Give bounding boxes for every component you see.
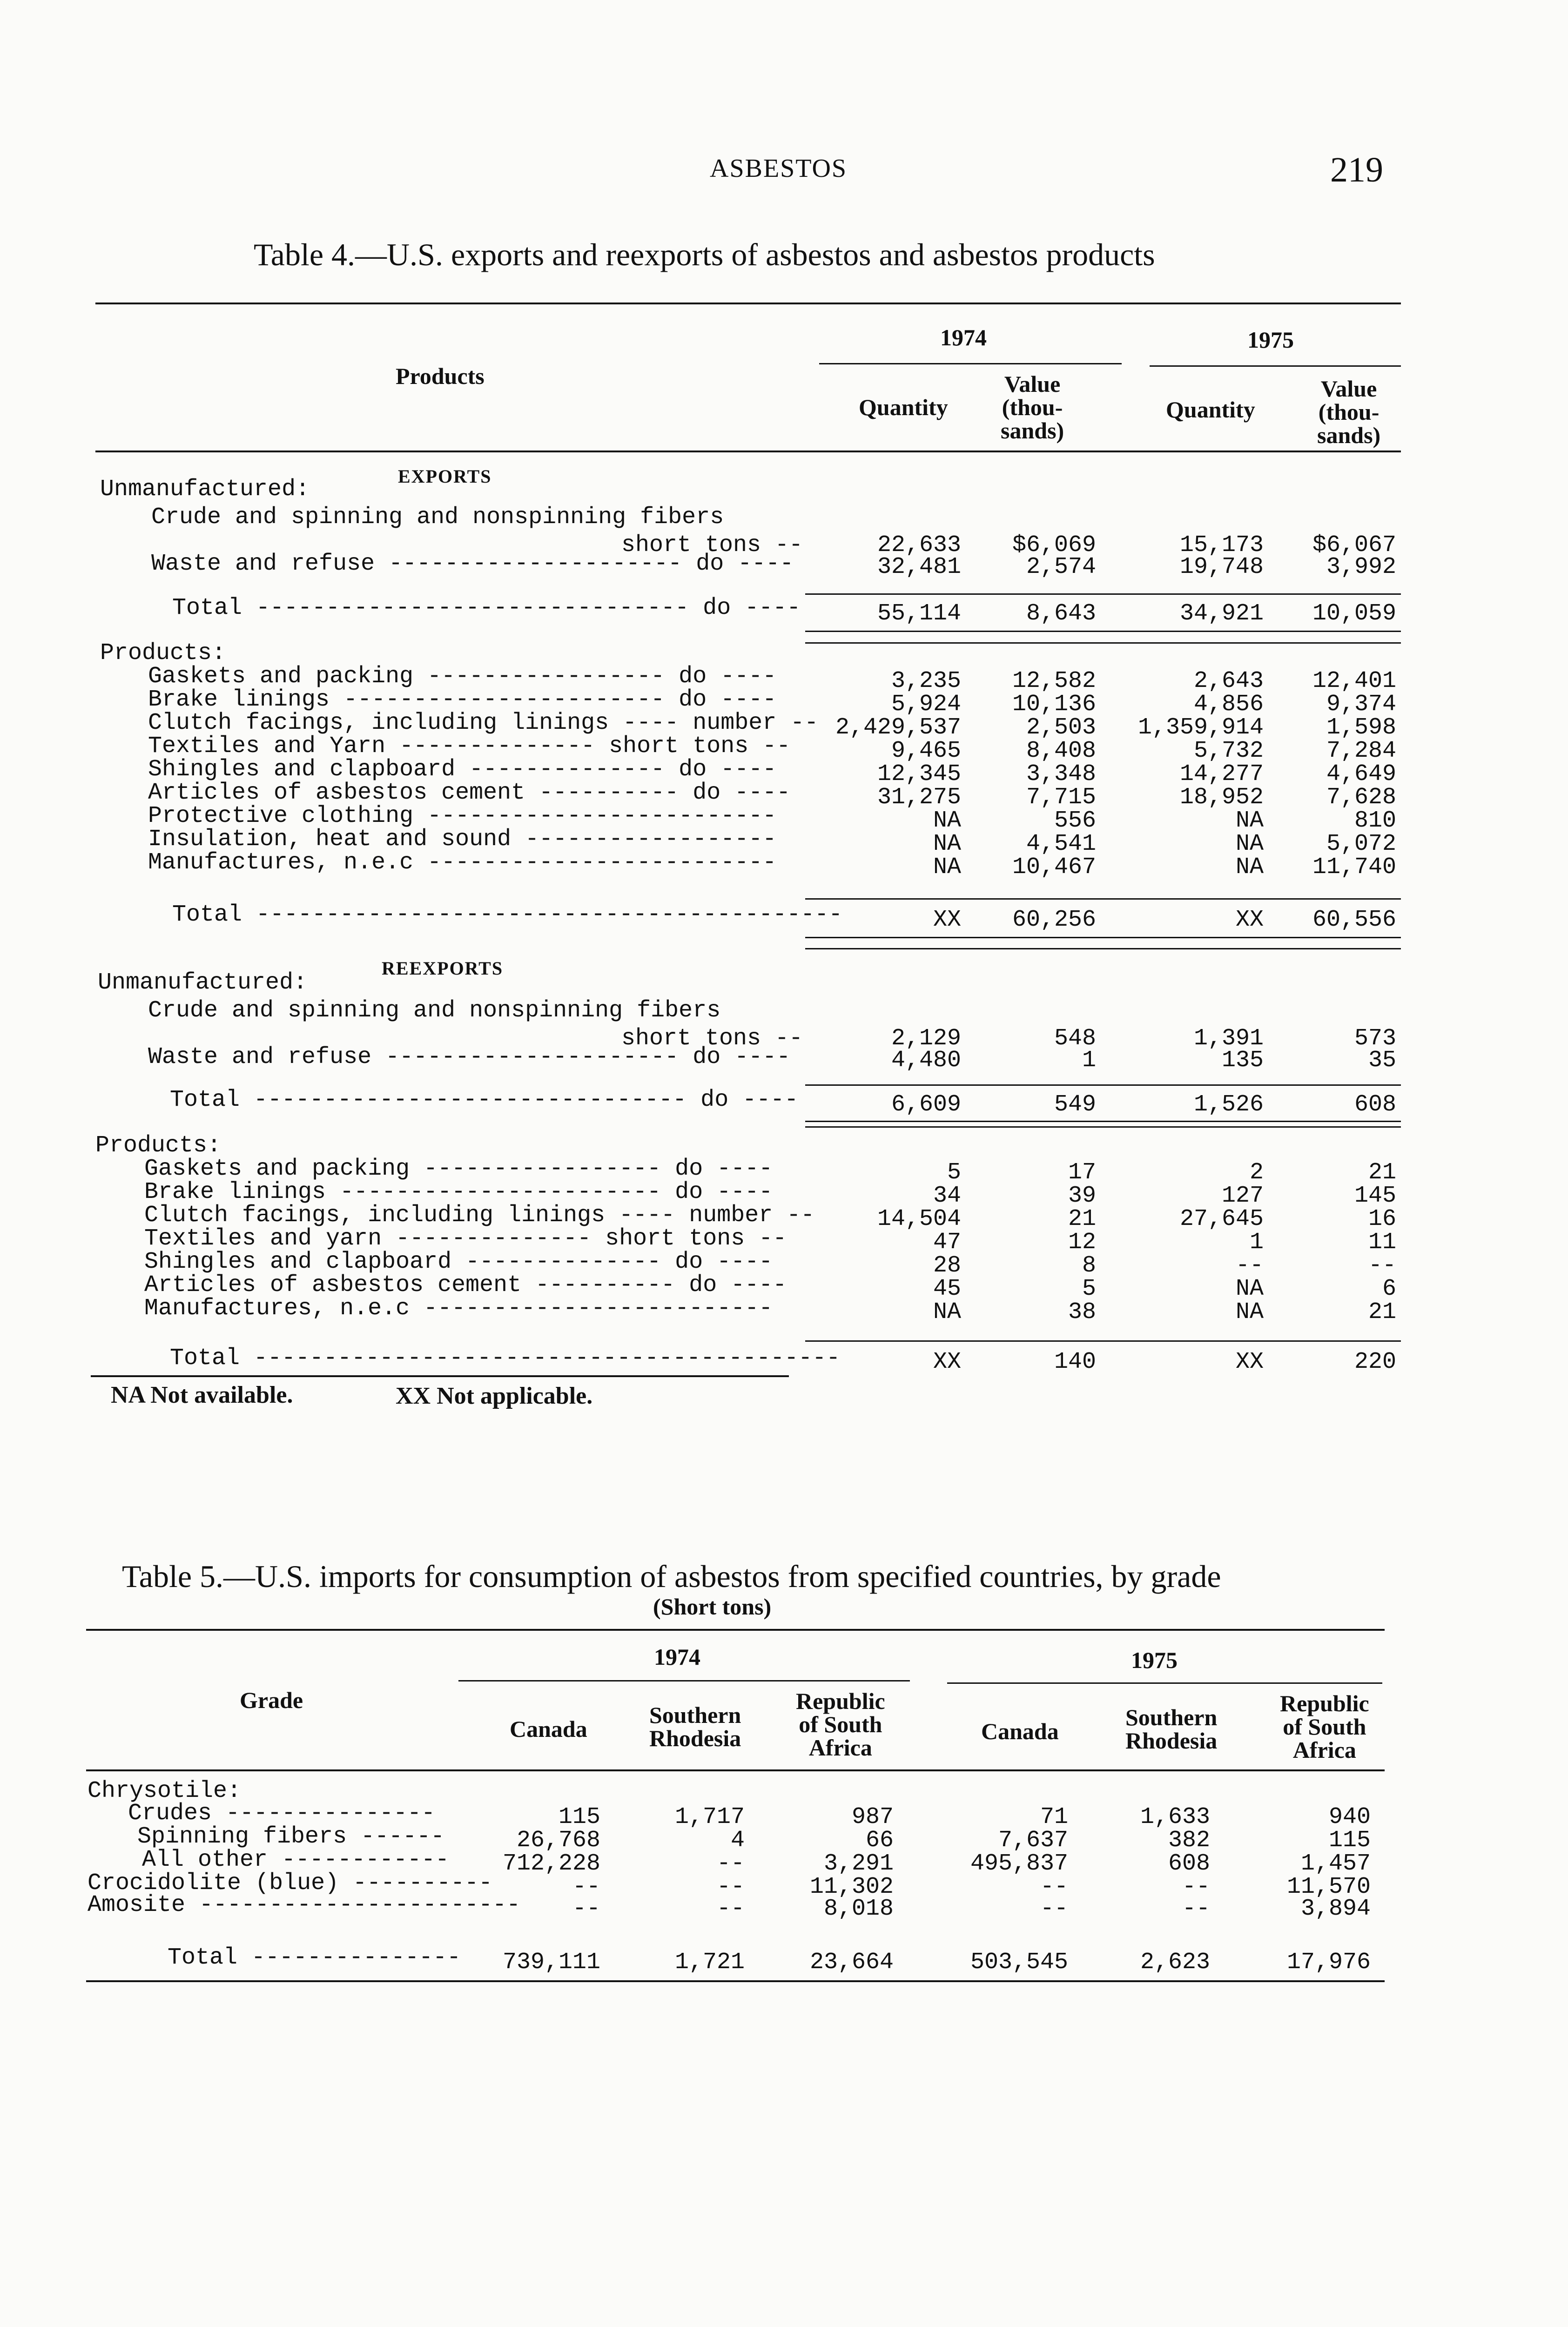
exp-product-label: Clutch facings, including linings ---- number -- (148, 710, 819, 736)
table4-1974-rule (819, 363, 1122, 364)
exp-product-quantity-1975: 18,952 (1179, 784, 1264, 811)
reexp-total1-value-1974: 549 (1054, 1091, 1096, 1118)
table5-canada-1975: Canada (981, 1718, 1059, 1744)
table5-canada-1974: -- (572, 1896, 600, 1922)
running-header: ASBESTOS (710, 154, 848, 183)
table4-products-header: Products (396, 363, 485, 389)
exp-product-quantity-1974: 2,429,537 (835, 714, 961, 741)
table4-header-rule (95, 451, 1401, 452)
reexp-product-label: Brake linings ----------------------- do ---- (144, 1179, 773, 1205)
exp-product-value-1974: 2,503 (1026, 714, 1096, 741)
exp-product-quantity-1974: NA (933, 807, 961, 834)
reexp-product-value-1975: 21 (1368, 1299, 1396, 1325)
exp-crude-quantity-1975: 15,173 (1179, 532, 1264, 558)
exp-product-value-1974: 4,541 (1026, 831, 1096, 857)
table5-top-rule (86, 1629, 1385, 1631)
exp-product-label: Protective clothing ------------------------- (148, 803, 777, 829)
table5-rhodesia-1975: 382 (1168, 1827, 1210, 1854)
table5-year-1975: 1975 (1131, 1647, 1178, 1673)
reexp-total1-quantity-1975: 1,526 (1193, 1091, 1264, 1118)
exp-product-label: Gaskets and packing ----------------- do ---- (148, 663, 777, 690)
table5-rhodesia-1974: 4 (730, 1827, 745, 1854)
exp-product-quantity-1974: 12,345 (877, 761, 961, 787)
reexp-product-value-1974: 38 (1068, 1299, 1096, 1325)
table5-rhodesia-1975: -- (1182, 1896, 1210, 1922)
table5-rhodesia-1974: 1,717 (674, 1804, 745, 1830)
exp-product-quantity-1975: 5,732 (1193, 738, 1264, 764)
table5-row-label: All other ------------ (142, 1847, 450, 1873)
table4-total-rule (805, 631, 1401, 632)
reexp-product-value-1975: 6 (1382, 1276, 1396, 1302)
table5-south-africa-1974: 987 (851, 1804, 894, 1830)
reexp-product-label: Articles of asbestos cement ---------- do ---- (144, 1272, 787, 1298)
table4-quantity-1974-header: Quantity (859, 394, 948, 420)
table4-total-rule (805, 937, 1401, 938)
exp-product-label: Insulation, heat and sound ------------------ (148, 826, 777, 853)
table5-south-africa-1975: 940 (1328, 1804, 1371, 1830)
exp-product-value-1975: 7,284 (1326, 738, 1396, 764)
table5-total-canada-1974: 739,111 (502, 1949, 600, 1976)
table4-total-rule (805, 1084, 1401, 1086)
reexports-section-label: REEXPORTS (382, 958, 504, 979)
reexp-product-value-1975: -- (1368, 1252, 1396, 1279)
reexp-product-quantity-1974: 45 (933, 1276, 961, 1302)
reexp-total1-quantity-1974: 6,609 (891, 1091, 961, 1118)
reexp-crude-value-1974: 548 (1054, 1025, 1096, 1052)
reexp-product-value-1975: 21 (1368, 1159, 1396, 1186)
reexp-waste-value-1974: 1 (1082, 1047, 1096, 1074)
reexp-waste-quantity-1974: 4,480 (891, 1047, 961, 1074)
exp-product-value-1975: 12,401 (1312, 668, 1396, 694)
table5-header-rule (86, 1769, 1385, 1771)
exp-crude-value-1974: $6,069 (1012, 532, 1096, 558)
exp-total1-value-1974: 8,643 (1026, 600, 1096, 627)
table5-rhodesia-1975: 1,633 (1140, 1804, 1210, 1830)
table5-south-africa-1975: 115 (1328, 1827, 1371, 1854)
reexp-products-label: Products: (95, 1132, 222, 1159)
table5-canada-1974: 115 (558, 1804, 600, 1830)
reexp-product-value-1975: 11 (1368, 1229, 1396, 1256)
exp-total1-value-1975: 10,059 (1312, 600, 1396, 627)
table5-subcaption: (Short tons) (653, 1594, 772, 1620)
table5-rhodesia-1974: -- (716, 1896, 745, 1922)
exp-product-value-1974: 10,136 (1012, 691, 1096, 718)
exp-product-value-1975: 7,628 (1326, 784, 1396, 811)
table5-row-label: Amosite ----------------------- (87, 1892, 521, 1918)
exp-product-quantity-1974: 3,235 (891, 668, 961, 694)
exp-product-quantity-1975: 2,643 (1193, 668, 1264, 694)
exp-product-quantity-1974: NA (933, 854, 961, 881)
table4-value-1975-header: Value (thou- sands) (1317, 376, 1381, 448)
exp-total2-quantity-1975: XX (1235, 907, 1264, 933)
exp-crude-value-1975: $6,067 (1312, 532, 1396, 558)
table5-bottom-rule (86, 1980, 1385, 1982)
exp-product-value-1974: 8,408 (1026, 738, 1096, 764)
exp-product-label: Articles of asbestos cement ---------- do ---- (148, 780, 791, 806)
reexp-product-label: Gaskets and packing ----------------- do ---- (144, 1156, 773, 1182)
reexp-waste-quantity-1975: 135 (1221, 1047, 1264, 1074)
exp-product-value-1975: 11,740 (1312, 854, 1396, 881)
table5-1974-rule (458, 1680, 910, 1681)
reexp-product-quantity-1975: 1 (1249, 1229, 1264, 1256)
table4-total-rule (805, 642, 1401, 644)
exp-waste-quantity-1974: 32,481 (877, 554, 961, 580)
exp-product-quantity-1974: 5,924 (891, 691, 961, 718)
table5-rhodesia-1975: Southern Rhodesia (1125, 1704, 1218, 1754)
reexp-product-quantity-1974: 34 (933, 1183, 961, 1209)
exp-product-value-1974: 12,582 (1012, 668, 1096, 694)
table5-south-africa-1975: 1,457 (1300, 1850, 1371, 1877)
reexp-total2-value-1975: 220 (1354, 1349, 1396, 1375)
exp-product-quantity-1974: NA (933, 831, 961, 857)
table5-south-africa-1974: 3,291 (823, 1850, 894, 1877)
exp-product-value-1975: 5,072 (1326, 831, 1396, 857)
exp-crude-label: Crude and spinning and nonspinning fibers (151, 504, 724, 531)
exp-product-value-1974: 3,348 (1026, 761, 1096, 787)
exp-product-quantity-1974: 9,465 (891, 738, 961, 764)
reexp-total2-quantity-1975: XX (1235, 1349, 1264, 1375)
table4-caption: Table 4.—U.S. exports and reexports of asbestos and asbestos products (254, 237, 1155, 272)
exp-waste-value-1974: 2,574 (1026, 554, 1096, 580)
reexp-waste-label: Waste and refuse --------------------- do ---- (148, 1044, 791, 1070)
reexp-unmanufactured-label: Unmanufactured: (98, 969, 308, 996)
table5-canada-1975: 7,637 (998, 1827, 1068, 1854)
table5-total-canada-1975: 503,545 (970, 1949, 1068, 1976)
exp-total2-label: Total ------------------------------------------ (172, 901, 843, 928)
table5-total-label: Total --------------- (168, 1944, 461, 1971)
exp-product-label: Shingles and clapboard -------------- do ---- (148, 756, 777, 783)
table4-bottom-rule (91, 1375, 789, 1377)
reexp-total2-label: Total ------------------------------------------ (170, 1345, 841, 1372)
table5-total-rhodesia-1975: 2,623 (1140, 1949, 1210, 1976)
table5-canada-1974: -- (572, 1874, 600, 1900)
reexp-total1-value-1975: 608 (1354, 1091, 1396, 1118)
exp-product-quantity-1975: NA (1235, 854, 1264, 881)
exp-crude-unit: short tons -- (621, 532, 803, 558)
reexp-product-quantity-1974: 47 (933, 1229, 961, 1256)
exp-product-label: Textiles and Yarn -------------- short tons -- (148, 733, 791, 760)
exp-product-quantity-1975: 14,277 (1179, 761, 1264, 787)
table5-south-africa-1975: 3,894 (1300, 1896, 1371, 1922)
table5-canada-1975: -- (1040, 1874, 1068, 1900)
exports-section-label: EXPORTS (398, 466, 492, 487)
exp-product-value-1974: 10,467 (1012, 854, 1096, 881)
exp-product-quantity-1975: NA (1235, 831, 1264, 857)
table5-row-label: Spinning fibers ------ (137, 1823, 445, 1850)
reexp-total1-label: Total ------------------------------- do ---- (170, 1087, 799, 1113)
reexp-crude-value-1975: 573 (1354, 1025, 1396, 1052)
note-na: NA Not available. (111, 1382, 293, 1408)
exp-waste-value-1975: 3,992 (1326, 554, 1396, 580)
table4-value-1974-header: Value (thou- sands) (1001, 371, 1064, 444)
exp-product-quantity-1975: NA (1235, 807, 1264, 834)
page-number: 219 (1330, 150, 1383, 189)
reexp-crude-quantity-1974: 2,129 (891, 1025, 961, 1052)
table5-caption: Table 5.—U.S. imports for consumption of asbestos from specified countries, by grade (122, 1559, 1221, 1594)
exp-product-quantity-1975: 1,359,914 (1137, 714, 1264, 741)
reexp-crude-quantity-1975: 1,391 (1193, 1025, 1264, 1052)
table5-south-africa-1974: 66 (865, 1827, 894, 1854)
exp-waste-quantity-1975: 19,748 (1179, 554, 1264, 580)
reexp-waste-value-1975: 35 (1368, 1047, 1396, 1074)
table4-top-rule (95, 303, 1401, 304)
exp-total2-quantity-1974: XX (933, 907, 961, 933)
exp-product-label: Brake linings ----------------------- do ---- (148, 686, 777, 713)
exp-total1-quantity-1975: 34,921 (1179, 600, 1264, 627)
exp-waste-label: Waste and refuse --------------------- do ---- (151, 551, 794, 577)
table4-total-rule (805, 1121, 1401, 1122)
table5-rhodesia-1974: -- (716, 1850, 745, 1877)
table5-grade-header: Grade (240, 1687, 303, 1713)
table5-canada-1974: Canada (510, 1716, 587, 1742)
exp-product-value-1974: 7,715 (1026, 784, 1096, 811)
exp-product-quantity-1975: 4,856 (1193, 691, 1264, 718)
reexp-crude-unit: short tons -- (621, 1025, 803, 1052)
table5-south-africa-1974: Republic of South Africa (796, 1688, 885, 1761)
table4-year-1975: 1975 (1247, 327, 1294, 353)
reexp-product-value-1974: 39 (1068, 1183, 1096, 1209)
reexp-product-quantity-1975: 2 (1249, 1159, 1264, 1186)
table5-row-label: Crudes --------------- (128, 1800, 436, 1827)
table5-rhodesia-1974: -- (716, 1874, 745, 1900)
exp-total1-label: Total ------------------------------- do ---- (172, 595, 801, 621)
table4-1975-rule (1150, 365, 1401, 367)
table4-total-rule (805, 1340, 1401, 1342)
table4-year-1974: 1974 (940, 324, 987, 350)
reexp-product-value-1974: 8 (1082, 1252, 1096, 1279)
reexp-product-label: Clutch facings, including linings ---- number -- (144, 1202, 815, 1229)
reexp-product-quantity-1975: NA (1235, 1299, 1264, 1325)
table5-total-south-africa-1975: 17,976 (1286, 1949, 1371, 1976)
table5-canada-1975: 495,837 (970, 1850, 1068, 1877)
table5-year-1974: 1974 (654, 1644, 700, 1670)
reexp-total2-quantity-1974: XX (933, 1349, 961, 1375)
reexp-product-quantity-1974: 28 (933, 1252, 961, 1279)
reexp-total2-value-1974: 140 (1054, 1349, 1096, 1375)
table5-rhodesia-1974: Southern Rhodesia (649, 1702, 741, 1751)
table5-canada-1974: 712,228 (502, 1850, 600, 1877)
exp-product-value-1975: 1,598 (1326, 714, 1396, 741)
reexp-product-value-1974: 12 (1068, 1229, 1096, 1256)
table5-1975-rule (947, 1682, 1382, 1684)
reexp-product-value-1974: 17 (1068, 1159, 1096, 1186)
exp-product-value-1974: 556 (1054, 807, 1096, 834)
table5-row-label: Crocidolite (blue) ---------- (87, 1870, 493, 1897)
reexp-crude-label: Crude and spinning and nonspinning fibers (148, 997, 721, 1024)
table4-quantity-1975-header: Quantity (1166, 397, 1255, 423)
exp-total1-quantity-1974: 55,114 (877, 600, 961, 627)
reexp-product-value-1975: 145 (1354, 1183, 1396, 1209)
table5-rhodesia-1975: 608 (1168, 1850, 1210, 1877)
table4-total-rule (805, 948, 1401, 949)
exp-product-value-1975: 9,374 (1326, 691, 1396, 718)
reexp-product-quantity-1975: 27,645 (1179, 1206, 1264, 1232)
exp-product-value-1975: 4,649 (1326, 761, 1396, 787)
reexp-product-quantity-1975: 127 (1221, 1183, 1264, 1209)
table5-total-rhodesia-1974: 1,721 (674, 1949, 745, 1976)
reexp-product-quantity-1974: NA (933, 1299, 961, 1325)
reexp-product-quantity-1974: 14,504 (877, 1206, 961, 1232)
table5-south-africa-1974: 11,302 (809, 1874, 894, 1900)
reexp-product-value-1975: 16 (1368, 1206, 1396, 1232)
table5-south-africa-1975: 11,570 (1286, 1874, 1371, 1900)
reexp-product-quantity-1975: NA (1235, 1276, 1264, 1302)
reexp-product-quantity-1974: 5 (947, 1159, 961, 1186)
note-xx: XX Not applicable. (396, 1383, 593, 1409)
table5-canada-1974: 26,768 (516, 1827, 600, 1854)
exp-product-label: Manufactures, n.e.c ------------------------- (148, 849, 777, 876)
reexp-product-label: Textiles and yarn -------------- short tons -- (144, 1225, 787, 1252)
reexp-product-value-1974: 21 (1068, 1206, 1096, 1232)
table5-south-africa-1975: Republic of South Africa (1280, 1690, 1369, 1763)
table4-total-rule (805, 1126, 1401, 1128)
table4-total-rule (805, 898, 1401, 900)
exp-total2-value-1975: 60,556 (1312, 907, 1396, 933)
table5-south-africa-1974: 8,018 (823, 1896, 894, 1922)
exp-total2-value-1974: 60,256 (1012, 907, 1096, 933)
table5-chrysotile-label: Chrysotile: (87, 1778, 242, 1804)
exp-unmanufactured-label: Unmanufactured: (100, 476, 310, 503)
table5-canada-1975: 71 (1040, 1804, 1068, 1830)
table5-canada-1975: -- (1040, 1896, 1068, 1922)
reexp-product-quantity-1975: -- (1235, 1252, 1264, 1279)
exp-products-label: Products: (100, 640, 226, 666)
exp-crude-quantity-1974: 22,633 (877, 532, 961, 558)
exp-product-value-1975: 810 (1354, 807, 1396, 834)
reexp-product-label: Manufactures, n.e.c ------------------------- (144, 1295, 773, 1322)
table4-total-rule (805, 593, 1401, 595)
exp-product-quantity-1974: 31,275 (877, 784, 961, 811)
table5-total-south-africa-1974: 23,664 (809, 1949, 894, 1976)
table5-rhodesia-1975: -- (1182, 1874, 1210, 1900)
reexp-product-label: Shingles and clapboard -------------- do ---- (144, 1249, 773, 1275)
reexp-product-value-1974: 5 (1082, 1276, 1096, 1302)
